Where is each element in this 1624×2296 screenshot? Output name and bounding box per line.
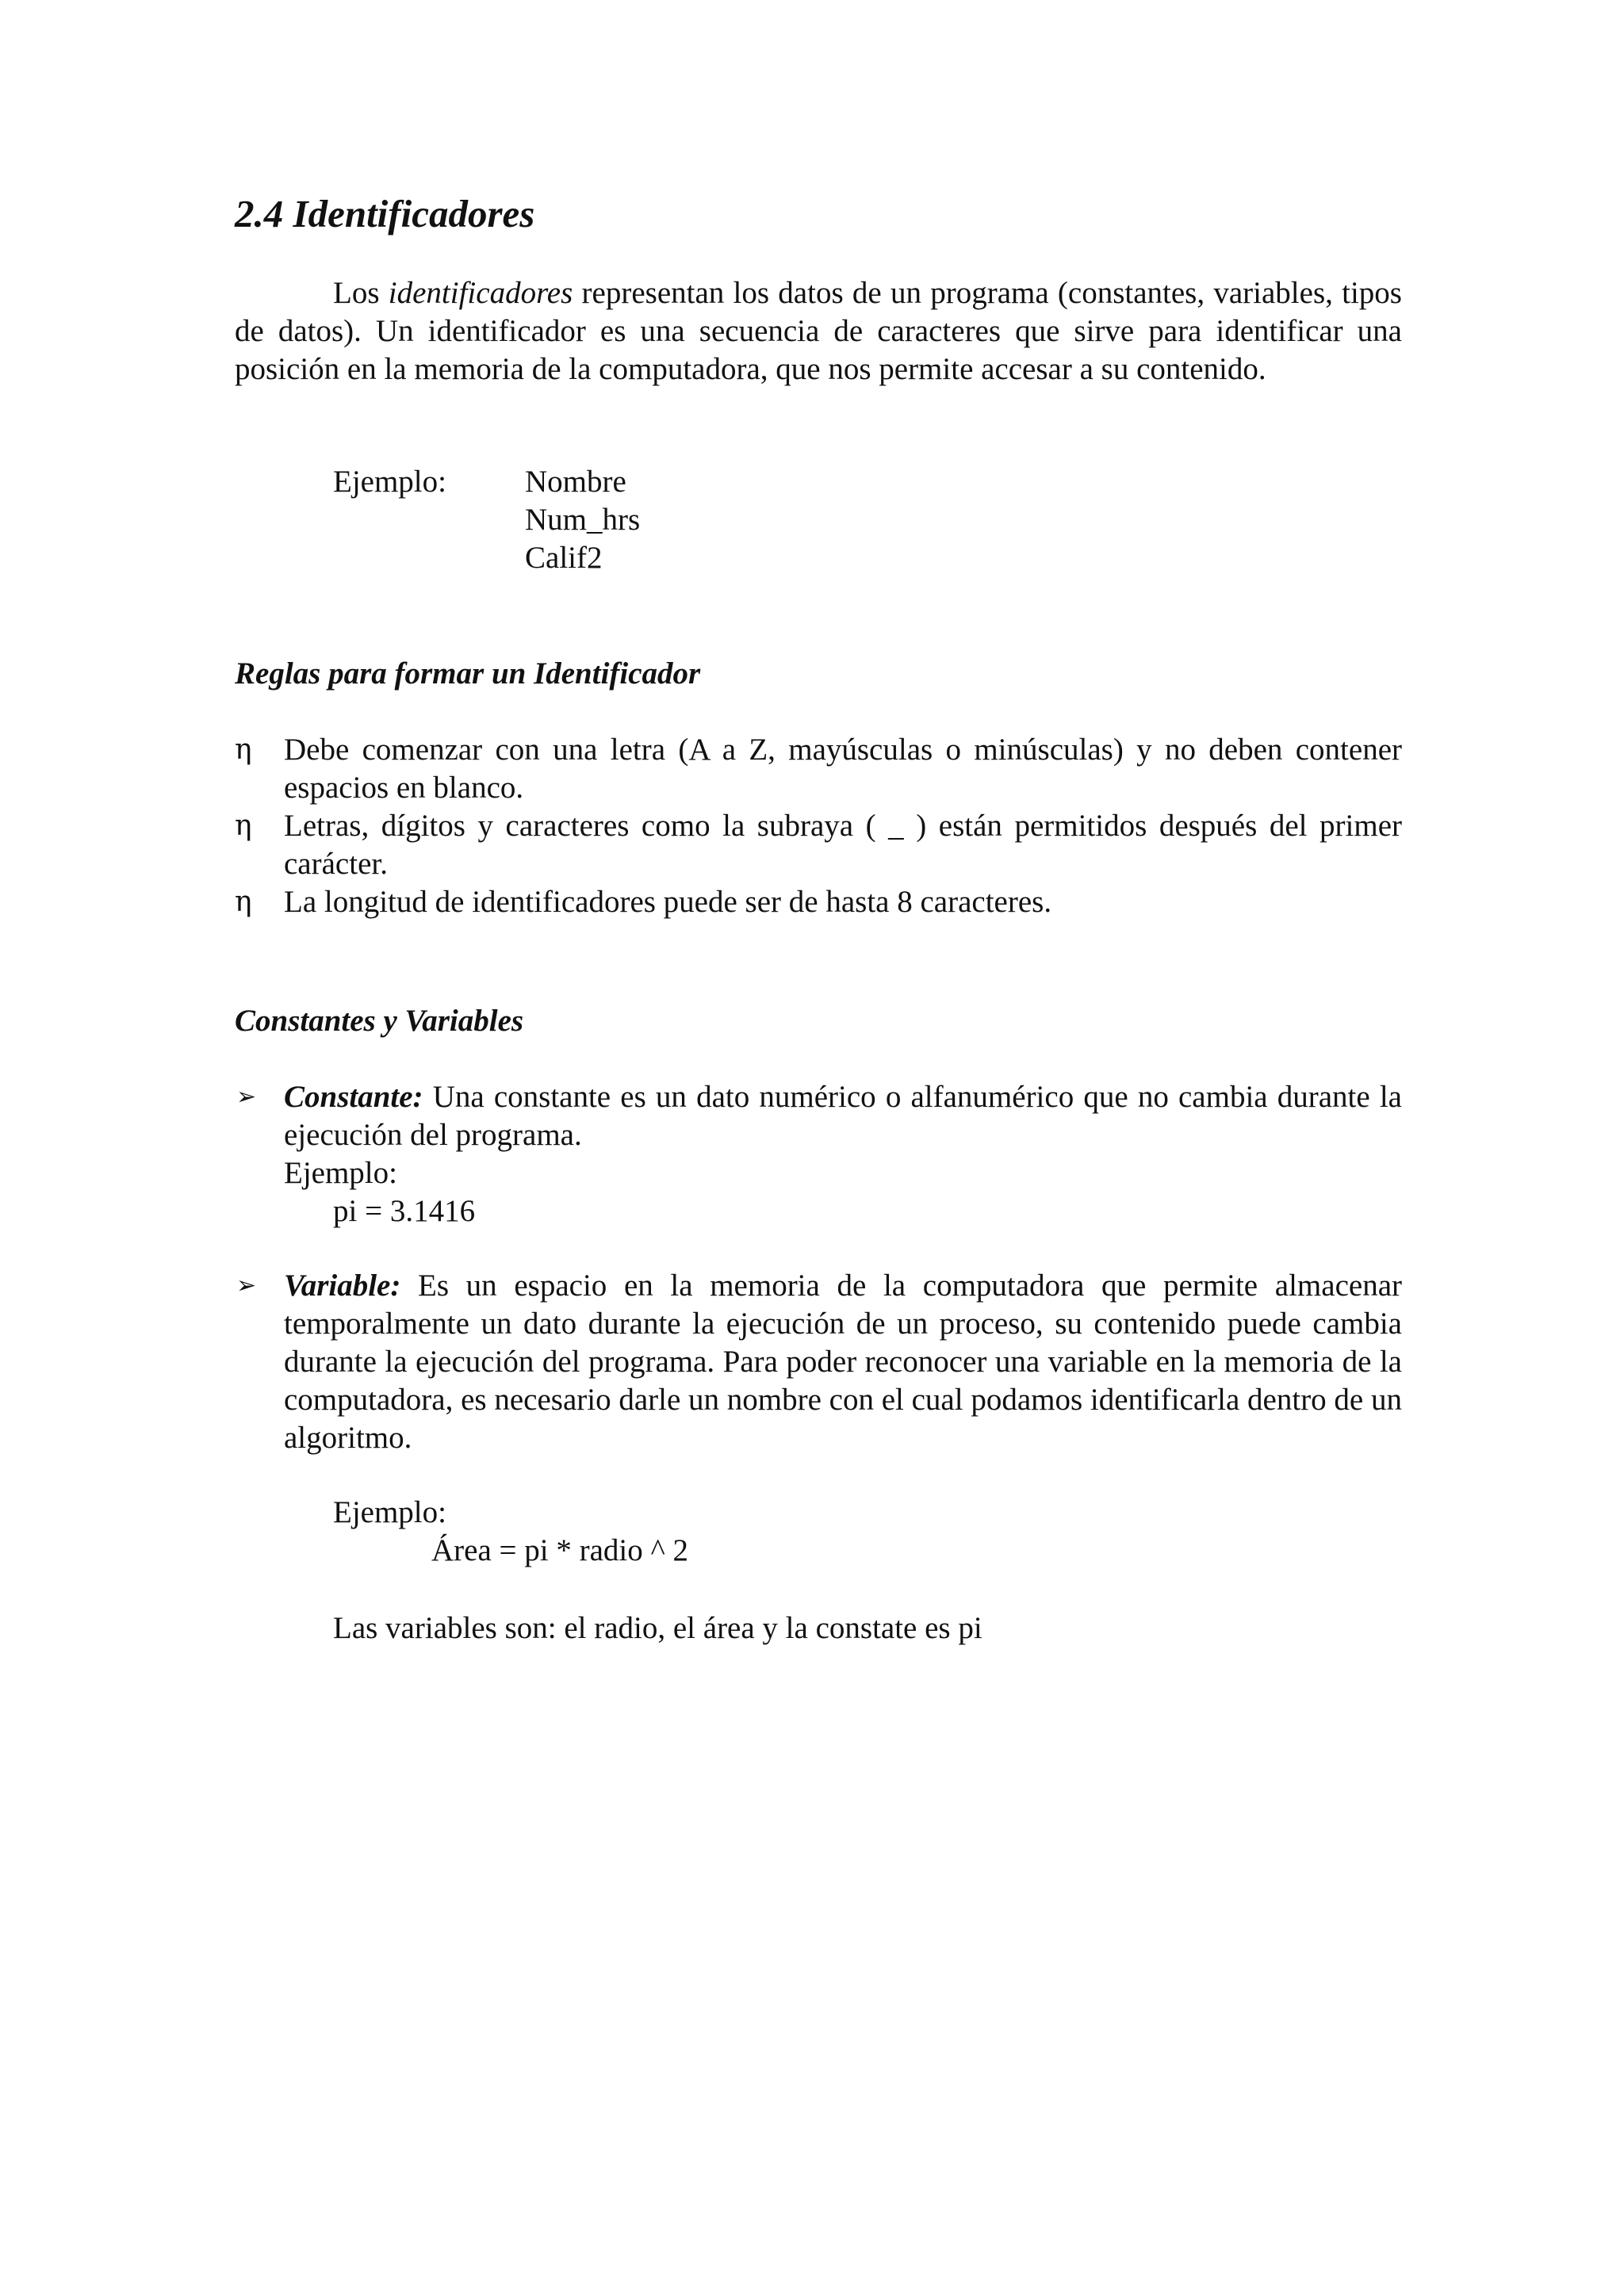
eta-bullet-icon: η <box>235 886 252 918</box>
variable-definition <box>235 1267 1402 1457</box>
variable-text: Es un espacio en la memoria de la computadora que permite almacenar temporalmente un dato durante la ejecución de un proceso, su contenido puede cambia durante la ejecución del programa. Para poder reconocer una variable en la memoria de la computadora, es necesario darle un nombre con el cual podamos identificarla dentro de un algoritmo. <box>284 1269 1402 1455</box>
rule-text: Letras, dígitos y caracteres como la subraya ( _ ) están permitidos después del primer carácter. <box>284 809 1402 881</box>
rules-heading: Reglas para formar un Identificador <box>235 656 701 691</box>
variable-term: Variable: <box>284 1269 401 1303</box>
variable-example-formula: Área = pi * radio ^ 2 <box>431 1533 689 1567</box>
eta-bullet-icon: η <box>235 809 252 842</box>
constants-variables-heading: Constantes y Variables <box>235 1004 524 1038</box>
variable-example-label: Ejemplo: <box>333 1495 446 1529</box>
example-item: Nombre <box>525 465 626 499</box>
example-label: Ejemplo: <box>333 465 446 499</box>
example-list <box>525 463 640 577</box>
rules-list <box>235 731 1402 921</box>
intro-paragraph <box>235 274 1402 388</box>
rule-item <box>235 731 1402 807</box>
section-title: 2.4 Identificadores <box>235 192 535 235</box>
rule-text: La longitud de identificadores puede ser de hasta 8 caracteres. <box>284 885 1052 919</box>
eta-bullet-icon: η <box>235 733 252 766</box>
example-item: Calif2 <box>525 541 603 575</box>
intro-rest: representan los datos de un programa (constantes, variables, tipos de datos). Un identificador es una secuencia de caracteres que sirve para identificar una posición en la memoria de la computadora, que nos permite accesar a su contenido. <box>235 276 1402 386</box>
constant-example-label: Ejemplo: <box>284 1156 397 1190</box>
constant-term: Constante: <box>284 1080 423 1114</box>
arrow-bullet-icon: ➢ <box>236 1272 257 1299</box>
intro-lead: Los <box>333 276 389 310</box>
rule-item <box>235 883 1402 921</box>
intro-emphasis: identificadores <box>388 276 573 310</box>
constant-definition <box>235 1078 1402 1230</box>
constant-example-value: pi = 3.1416 <box>333 1194 476 1228</box>
example-item: Num_hrs <box>525 503 641 537</box>
constant-text: Una constante es un dato numérico o alfanumérico que no cambia durante la ejecución del programa. <box>284 1080 1402 1152</box>
variable-body <box>284 1267 1402 1457</box>
constant-body <box>284 1078 1402 1154</box>
rule-text: Debe comenzar con una letra (A a Z, mayúsculas o minúsculas) y no deben contener espacios en blanco. <box>284 733 1402 805</box>
variable-example <box>333 1494 688 1570</box>
variable-conclusion: Las variables son: el radio, el área y la constate es pi <box>333 1611 982 1645</box>
rule-item <box>235 807 1402 883</box>
arrow-bullet-icon: ➢ <box>236 1083 257 1111</box>
